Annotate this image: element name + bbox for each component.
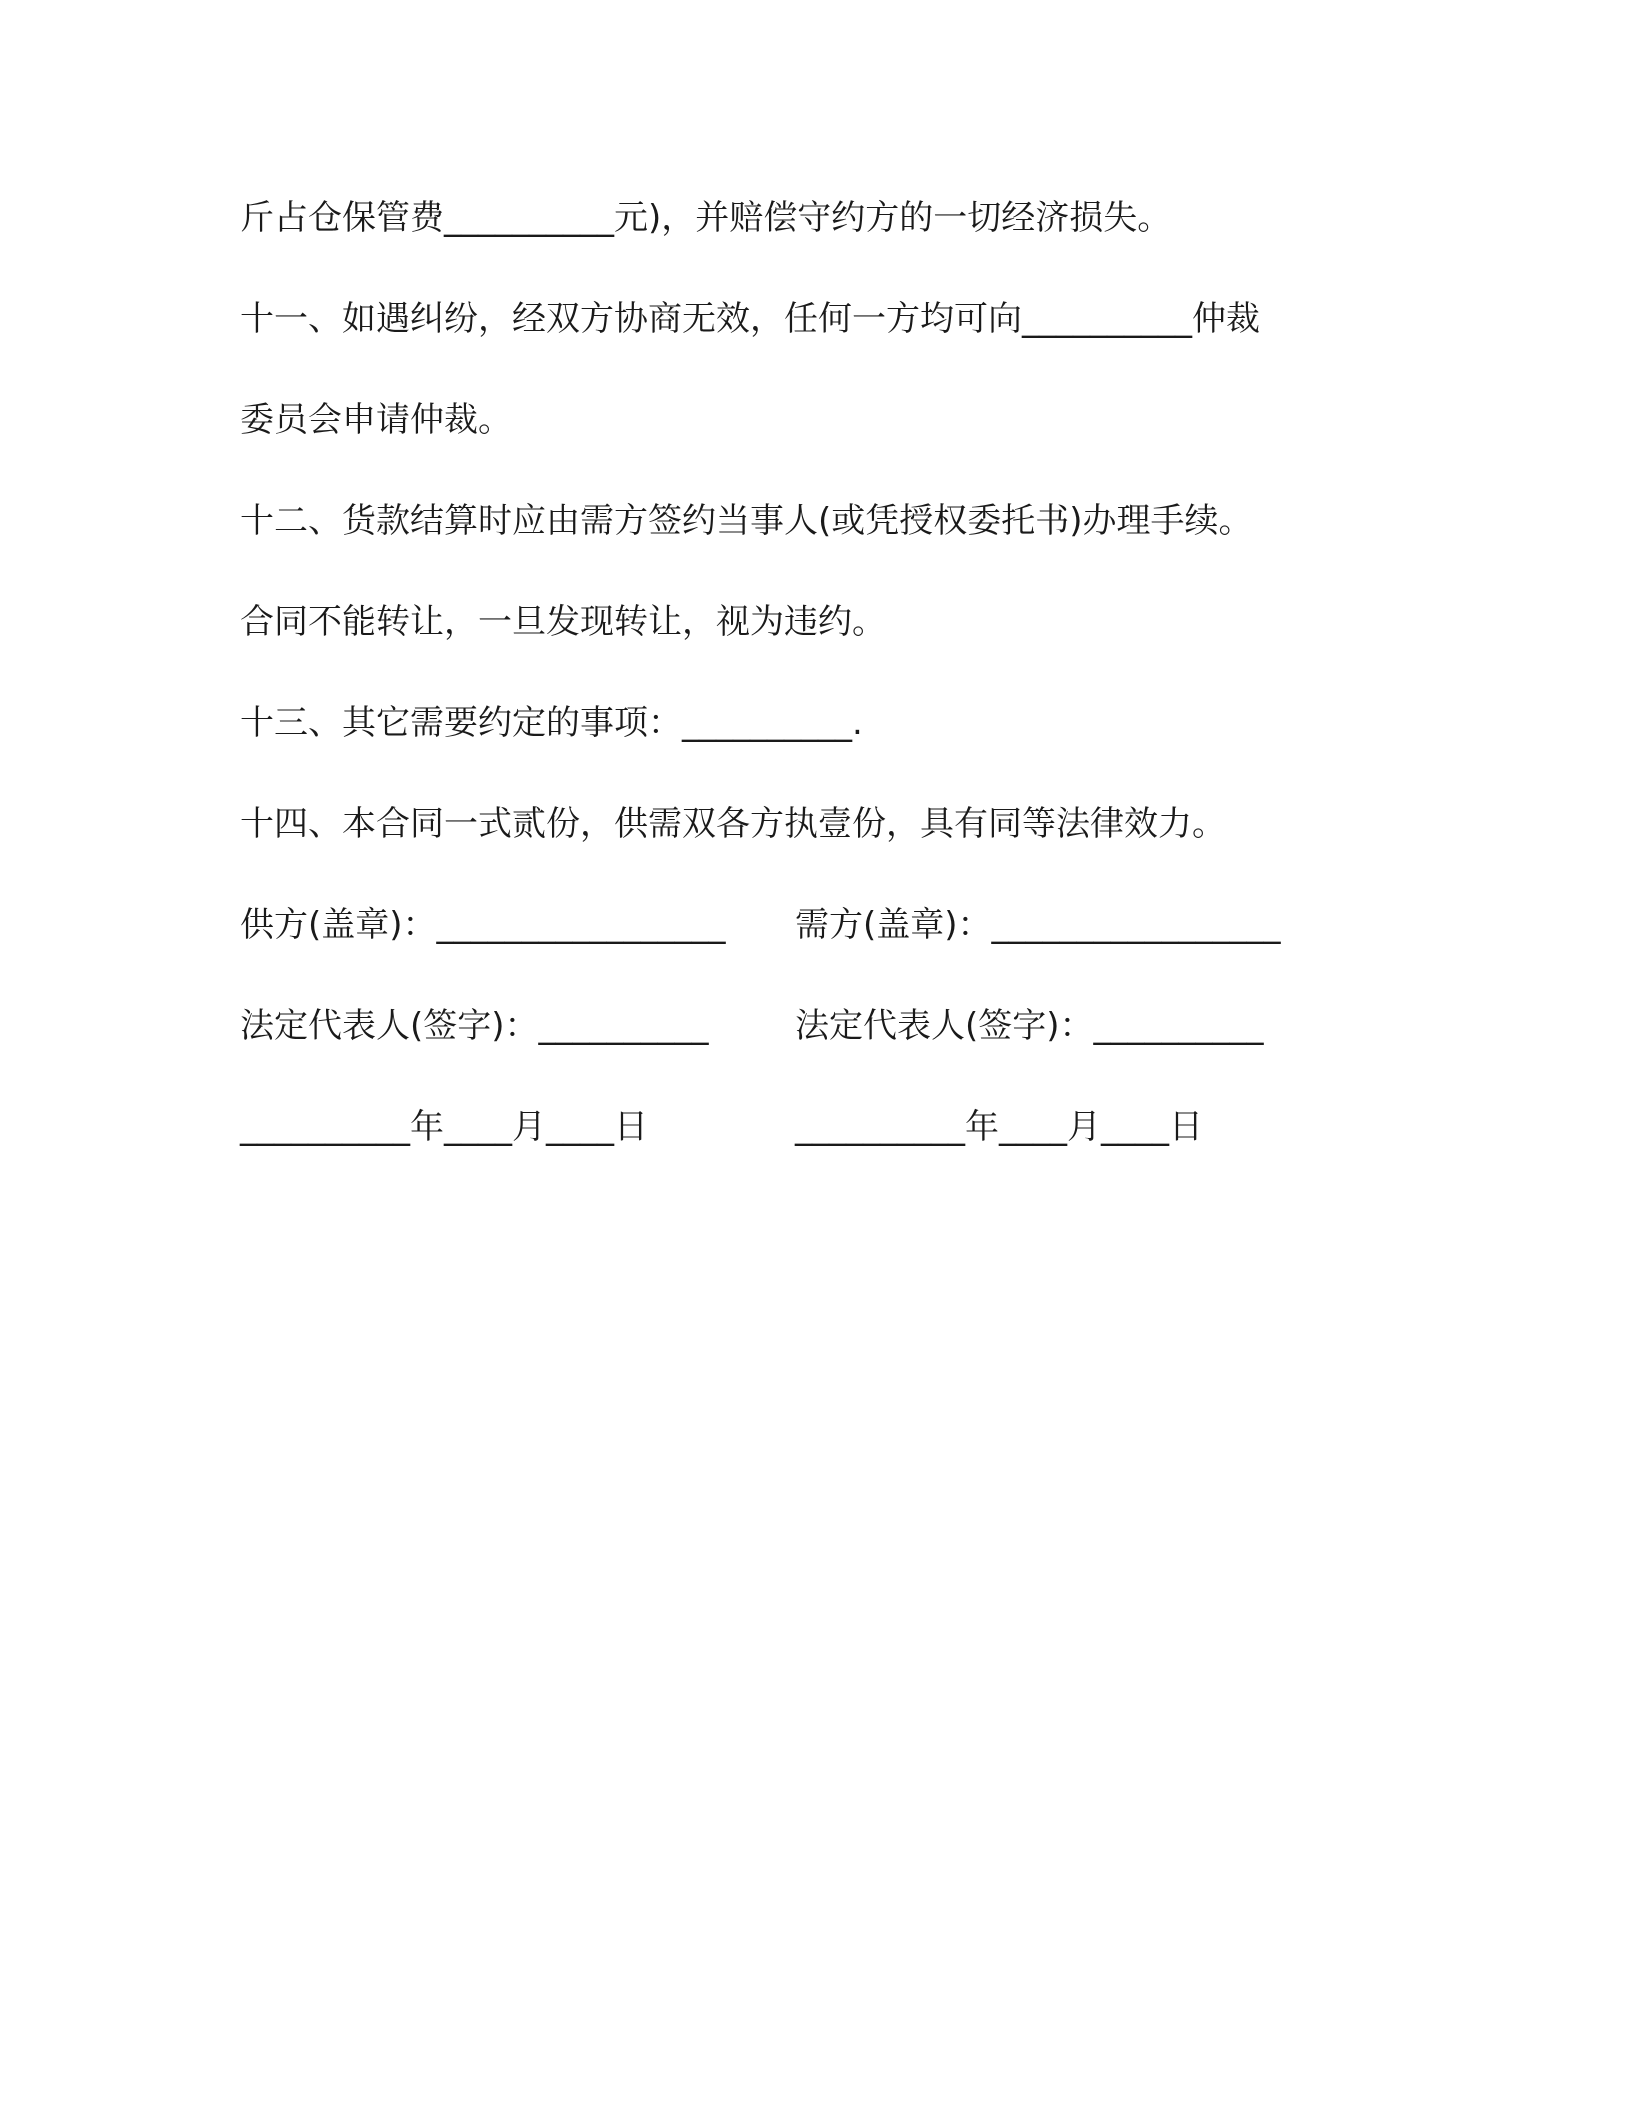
buyer-representative-field: 法定代表人(签字)：__________ — [795, 1006, 1264, 1046]
buyer-date-field: __________年____月____日 — [795, 1107, 1203, 1147]
clause-14: 十四、本合同一式贰份，供需双各方执壹份，具有同等法律效力。 — [240, 804, 1226, 844]
clause-11-line-2: 委员会申请仲裁。 — [240, 400, 512, 440]
clause-12-line-2: 合同不能转让，一旦发现转让，视为违约。 — [240, 602, 886, 642]
clause-13: 十三、其它需要约定的事项：__________. — [240, 703, 863, 743]
buyer-seal-field: 需方(盖章)：_________________ — [795, 905, 1281, 945]
clause-11-line-1: 十一、如遇纠纷，经双方协商无效，任何一方均可向__________仲裁 — [240, 299, 1260, 339]
supplier-representative-field: 法定代表人(签字)：__________ — [240, 1006, 709, 1046]
supplier-seal-field: 供方(盖章)：_________________ — [240, 905, 726, 945]
paragraph-storage-fee: 斤占仓保管费__________元)，并赔偿守约方的一切经济损失。 — [240, 198, 1172, 238]
supplier-date-field: __________年____月____日 — [240, 1107, 648, 1147]
clause-12-line-1: 十二、货款结算时应由需方签约当事人(或凭授权委托书)办理手续。 — [240, 501, 1253, 541]
